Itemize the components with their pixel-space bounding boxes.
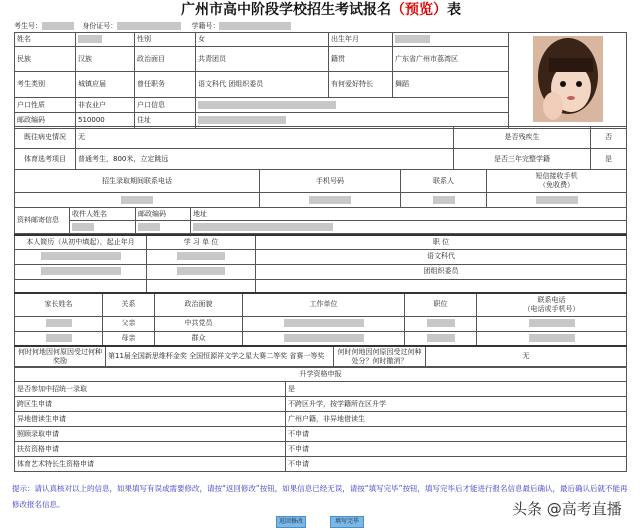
postcode-label: 邮政编码 (15, 113, 76, 129)
recipient-label: 收件人姓名 (70, 208, 136, 221)
type-label: 考生类别 (15, 72, 76, 98)
qualify-label: 体育艺术特长生资格申请 (15, 457, 286, 472)
parent-name-header: 家长姓名 (15, 293, 103, 316)
political-value: 群众 (155, 331, 243, 346)
back-edit-button[interactable]: 返回修改 (276, 516, 306, 528)
relation-value: 母亲 (103, 331, 155, 346)
award-label: 何时何地因何原因受过何种奖励 (15, 346, 106, 367)
title-suffix: 表 (447, 2, 461, 18)
phone-label: 招生录取期间联系电话 (15, 170, 260, 193)
qualify-row (15, 442, 627, 457)
qualify-table (14, 366, 627, 472)
qualify-value: 不跨区升学，按学籍所在区升学 (286, 397, 627, 412)
address-label: 住址 (135, 113, 196, 129)
person-value (401, 193, 487, 208)
mobile-label: 手机号码 (260, 170, 401, 193)
history-label: 既往病史情况 (15, 127, 76, 149)
resume-position: 团组织委员 (256, 264, 627, 279)
qualify-row (15, 457, 627, 472)
hukou-info-label: 户口信息 (135, 98, 196, 113)
qualify-label: 跨区生申请 (15, 397, 286, 412)
roll-no-label: 学籍号： (191, 22, 220, 30)
type-value: 城镇应届 (76, 72, 135, 98)
postcode-value: 510000 (76, 113, 135, 129)
relation-header: 关系 (103, 293, 155, 316)
watermark: 头条 @高考直播 (512, 500, 622, 518)
qualify-header: 升学资格申报 (15, 367, 627, 382)
qualify-label: 照顾录取申请 (15, 427, 286, 442)
resume-row (15, 264, 627, 279)
sms-label-text: 短信接收手机 (535, 172, 578, 180)
award-value: 第11届全国新思维杯金奖 全国恒源祥文学之星大赛二等奖 省赛一等奖 (106, 346, 334, 367)
qualify-label: 异地借读生申请 (15, 412, 286, 427)
exam-no-label: 考生号： (14, 22, 42, 30)
mail-table (14, 207, 627, 234)
title-preview: （预览） (391, 2, 447, 18)
birth-value (393, 33, 509, 47)
political-label: 政治面目 (135, 47, 196, 72)
punish-value: 无 (426, 346, 627, 367)
relation-value: 父亲 (103, 316, 155, 331)
hobby-label: 有何爱好特长 (329, 72, 393, 98)
person-label: 联系人 (401, 170, 487, 193)
qualify-value: 广州户籍，非异地借读生 (286, 412, 627, 427)
id-row (14, 21, 291, 31)
student-photo (509, 33, 627, 129)
qualify-row (15, 382, 627, 397)
work-unit-header: 工作单位 (243, 293, 405, 316)
qualify-row (15, 427, 627, 442)
mobile-value (260, 193, 401, 208)
phone-header (477, 293, 627, 316)
roll-no-redacted (219, 22, 291, 30)
sms-value (487, 193, 627, 208)
recipient-value (70, 221, 136, 234)
resume-position-header: 职 位 (256, 235, 627, 249)
political-header: 政治面貌 (155, 293, 243, 316)
mail-label: 资料邮寄信息 (15, 208, 70, 234)
birth-label: 出生年月 (329, 33, 393, 47)
name-label: 姓名 (15, 33, 76, 47)
name-value (76, 33, 135, 47)
qualify-row (15, 412, 627, 427)
phone-value (15, 193, 260, 208)
resume-table (14, 234, 627, 294)
pe-label: 体育选考项目 (15, 149, 76, 170)
three-year-label: 是否三年完整学籍 (454, 149, 591, 170)
title-text: 广州市高中阶段学校招生考试报名 (181, 2, 391, 18)
family-row (15, 316, 627, 331)
id-no-redacted (117, 22, 181, 30)
mail-postcode-label: 邮政编码 (136, 208, 191, 221)
gender-value: 女 (196, 33, 329, 47)
gender-label: 性别 (135, 33, 196, 47)
health-table (14, 126, 627, 170)
qualify-row (15, 397, 627, 412)
family-row (15, 331, 627, 346)
basic-info-table (14, 32, 627, 129)
family-table (14, 292, 627, 347)
qualify-value: 不申请 (286, 457, 627, 472)
ethnic-value: 汉族 (76, 47, 135, 72)
sms-note: （免收费） (539, 181, 574, 189)
sms-label (487, 170, 627, 193)
hukou-type-value: 非农业户 (76, 98, 135, 113)
resume-position (256, 279, 627, 293)
resume-row (15, 279, 627, 293)
mail-address-label: 地址 (191, 208, 627, 221)
qualify-label: 扶贫资格申请 (15, 442, 286, 457)
resume-school-header: 学 习 单 位 (147, 235, 256, 249)
political-value: 中共党员 (155, 316, 243, 331)
hukou-type-label: 户口性质 (15, 98, 76, 113)
native-label: 籍贯 (329, 47, 393, 72)
punish-label: 何时何地因何原因受过何种处分？何时撤消？ (334, 346, 426, 367)
disabled-label: 是否残疾生 (454, 127, 591, 149)
finish-button[interactable]: 填写完毕 (330, 516, 364, 528)
post-label: 曾任职务 (135, 72, 196, 98)
photo-image (533, 36, 603, 122)
mail-address-value (191, 221, 627, 234)
qualify-value: 不申请 (286, 442, 627, 457)
phone-header-note: （电话或手机号） (523, 304, 580, 313)
history-value: 无 (76, 127, 454, 149)
three-year-value: 是 (591, 149, 627, 170)
pe-value: 普通考生，800米，立定跳远 (76, 149, 454, 170)
resume-row (15, 249, 627, 264)
qualify-value: 是 (286, 382, 627, 397)
phone-header-text: 联系电话 (537, 295, 566, 304)
ethnic-label: 民族 (15, 47, 76, 72)
tip-text: 提示：请认真核对以上的信息，如果填写有误或需要修改，请按“返回修改”按钮，如果信息已经无误，请按“填写完毕”按钮，填写完毕后才能进行报名信息最后确认，最后确认后就不能再修改报名信息。 (12, 484, 628, 509)
contact-table (14, 169, 627, 208)
job-header: 职位 (405, 293, 477, 316)
political-value: 共青团员 (196, 47, 329, 72)
mail-postcode-value (136, 221, 191, 234)
awards-table (14, 345, 627, 368)
native-value: 广东省广州市荔湾区 (393, 47, 509, 72)
post-value: 语文科代 团组织委员 (196, 72, 329, 98)
id-no-label: 身份证号： (82, 22, 118, 30)
page-title (0, 2, 642, 19)
qualify-label: 是否参加中招统一录取 (15, 382, 286, 397)
hobby-value: 舞蹈 (393, 72, 509, 98)
disabled-value: 否 (591, 127, 627, 149)
qualify-value: 不申请 (286, 427, 627, 442)
hukou-info-value (196, 98, 509, 113)
exam-no-redacted (42, 22, 74, 30)
resume-period-header: 本人简历（从初中填起），起止年月 (15, 235, 147, 249)
resume-position: 语文科代 (256, 249, 627, 264)
